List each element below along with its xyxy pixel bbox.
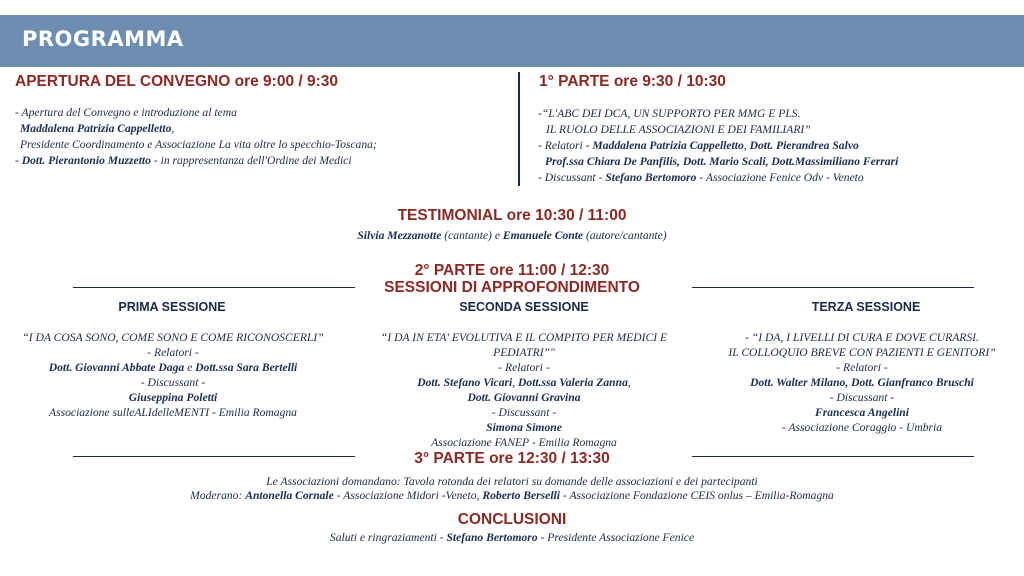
testimonial-name2: Emanuele Conte xyxy=(502,229,584,242)
session1-association: Associazione sulleALIdelleMENTI - Emilia Romagna xyxy=(49,406,297,419)
session2-topic-line1: “I DA IN ETA' EVOLUTIVA E IL COMPITO PER MEDICI E xyxy=(380,331,668,344)
testimonial-role2: (autore/cantante) xyxy=(583,229,667,242)
apertura-line1: - Apertura del Convegno e introduzione al tema xyxy=(15,106,237,119)
parte3-line1: Le Associazioni domandano: Tavola rotonda dei relatori su domande delle associazioni e dei partecipanti xyxy=(266,475,758,488)
apertura-comma: , xyxy=(171,122,175,135)
session2-relatori-join: , xyxy=(512,376,519,389)
session2-relatore1: Dott. Stefano Vicari xyxy=(417,376,513,389)
session1-relatori xyxy=(0,360,346,375)
parte3-moderator2-assoc: - Associazione Fondazione CEIS onlus – Emilia-Romagna xyxy=(560,489,834,502)
session2-relatori-label: - Relatori - xyxy=(498,361,550,374)
session1-relatori-join: e xyxy=(184,361,196,374)
parte2-heading xyxy=(0,262,1024,280)
session3-association: - Associazione Coraggio - Umbria xyxy=(781,421,943,434)
apertura-time: ore 9:00 / 9:30 xyxy=(234,73,339,90)
session3-discussant: Francesca Angelini xyxy=(815,406,909,419)
apertura-title: APERTURA DEL CONVEGNO xyxy=(15,73,231,90)
session3-topic-line2: IL COLLOQUIO BREVE CON PAZIENTI E GENITORI” xyxy=(728,346,996,359)
apertura-line4 xyxy=(15,153,352,168)
session2-relatore2: Dott.ssa Valeria Zanna xyxy=(518,376,628,389)
parte1-relatori xyxy=(538,138,859,153)
parte1-relatori-sep: , xyxy=(743,139,750,152)
parte1-relatori-label: - Relatori - xyxy=(538,139,593,152)
parte1-topic-line1: -“L'ABC DEI DCA, UN SUPPORTO PER MMG E PLS. xyxy=(538,107,801,120)
session2-association: Associazione FANEP - Emilia Romagna xyxy=(431,436,617,449)
parte2-title: 2° PARTE xyxy=(414,262,486,279)
apertura-line2 xyxy=(20,121,174,136)
session2-discussant: Simona Simone xyxy=(486,421,562,434)
column-divider xyxy=(518,72,520,186)
session1-relatore1: Dott. Giovanni Abbate Daga xyxy=(48,361,185,374)
parte1-discussant xyxy=(538,170,864,185)
parte1-relatori-name1: Maddalena Patrizia Cappelletto xyxy=(592,139,744,152)
parte1-time: ore 9:30 / 10:30 xyxy=(613,73,726,90)
parte1-topic-line2: IL RUOLO DELLE ASSOCIAZIONI E DEI FAMILIARI” xyxy=(546,123,811,136)
parte1-discussant-assoc: - Associazione Fenice Odv - Veneto xyxy=(696,171,864,184)
apertura-name1: Maddalena Patrizia Cappelletto xyxy=(20,122,172,135)
session3-relatori: Dott. Walter Milano, Dott. Gianfranco Bruschi xyxy=(750,376,974,389)
apertura-role: - in rappresentanza dell'Ordine dei Medici xyxy=(150,154,352,167)
testimonial-time: ore 10:30 / 11:00 xyxy=(506,207,627,224)
parte1-relatori-name2: Dott. Pierandrea Salvo xyxy=(749,139,859,152)
session2-body xyxy=(352,330,696,450)
conclusioni-role: - Presidente Associazione Fenice xyxy=(537,531,695,544)
session2-discussant-label: - Discussant - xyxy=(491,406,557,419)
session1-discussant-label: - Discussant - xyxy=(140,376,206,389)
parte3-time: ore 12:30 / 13:30 xyxy=(489,450,610,467)
session2-relatori xyxy=(352,375,696,390)
header-banner xyxy=(0,15,1024,67)
apertura-name2: Dott. Pierantonio Muzzetto xyxy=(21,154,151,167)
session2-relatori-comma: , xyxy=(627,376,631,389)
conclusioni-prefix: Saluti e ringraziamenti - xyxy=(329,531,447,544)
session3-discussant-label: - Discussant - xyxy=(829,391,895,404)
parte3-title: 3° PARTE xyxy=(414,450,485,467)
testimonial-heading xyxy=(0,207,1024,225)
session1-relatori-label: - Relatori - xyxy=(147,346,199,359)
parte3-heading xyxy=(0,450,1024,468)
testimonial-title: TESTIMONIAL xyxy=(397,207,503,224)
testimonial-performers xyxy=(0,228,1024,243)
parte2-subtitle: SESSIONI DI APPROFONDIMENTO xyxy=(384,279,640,296)
session2-topic-line2: PEDIATRI”" xyxy=(493,346,555,359)
conclusioni-name: Stefano Bertomoro xyxy=(446,531,538,544)
parte1-discussant-name: Stefano Bertomoro xyxy=(605,171,697,184)
session3-body xyxy=(700,330,1024,435)
session2-relatore3: Dott. Giovanni Gravina xyxy=(467,391,581,404)
divider-right xyxy=(692,287,974,288)
session3-title: TERZA SESSIONE xyxy=(811,300,921,314)
divider-left xyxy=(73,287,355,288)
session1-discussant: Giuseppina Poletti xyxy=(128,391,218,404)
testimonial-name1: Silvia Mezzanotte xyxy=(357,229,442,242)
testimonial-role1: (cantante) e xyxy=(441,229,503,242)
apertura-dash: - xyxy=(15,154,22,167)
session3-relatori-label: - Relatori - xyxy=(836,361,888,374)
parte1-relatori-line2: Prof.ssa Chiara De Panfilis, Dott. Mario Scali, Dott.Massimiliano Ferrari xyxy=(545,155,899,168)
apertura-heading xyxy=(15,73,338,91)
page-title: PROGRAMMA xyxy=(22,27,184,51)
parte3-moderano-label: Moderano: xyxy=(190,489,246,502)
session3-topic-line1: - “I DA, I LIVELLI DI CURA E DOVE CURARSI. xyxy=(745,331,979,344)
session2-title: SECONDA SESSIONE xyxy=(459,300,589,314)
parte1-discussant-label: - Discussant - xyxy=(538,171,606,184)
parte3-moderator1-assoc: - Associazione Midori -Veneto, xyxy=(333,489,483,502)
session1-body xyxy=(0,330,346,420)
parte3-moderano xyxy=(0,488,1024,503)
apertura-line3: Presidente Coordinamento e Associazione La vita oltre lo specchio-Toscana; xyxy=(20,138,377,151)
conclusioni-line xyxy=(0,530,1024,545)
session1-title: PRIMA SESSIONE xyxy=(118,300,226,314)
session1-relatore2: Dott.ssa Sara Bertelli xyxy=(195,361,298,374)
conclusioni-title: CONCLUSIONI xyxy=(457,511,567,528)
parte1-title: 1° PARTE xyxy=(539,73,610,90)
parte3-moderator1: Antonella Cornale xyxy=(245,489,334,502)
parte1-heading xyxy=(539,73,726,91)
parte3-moderator2: Roberto Berselli xyxy=(482,489,560,502)
session1-topic: “I DA COSA SONO, COME SONO E COME RICONOSCERLI” xyxy=(22,331,324,344)
parte2-time: ore 11:00 / 12:30 xyxy=(489,262,610,279)
